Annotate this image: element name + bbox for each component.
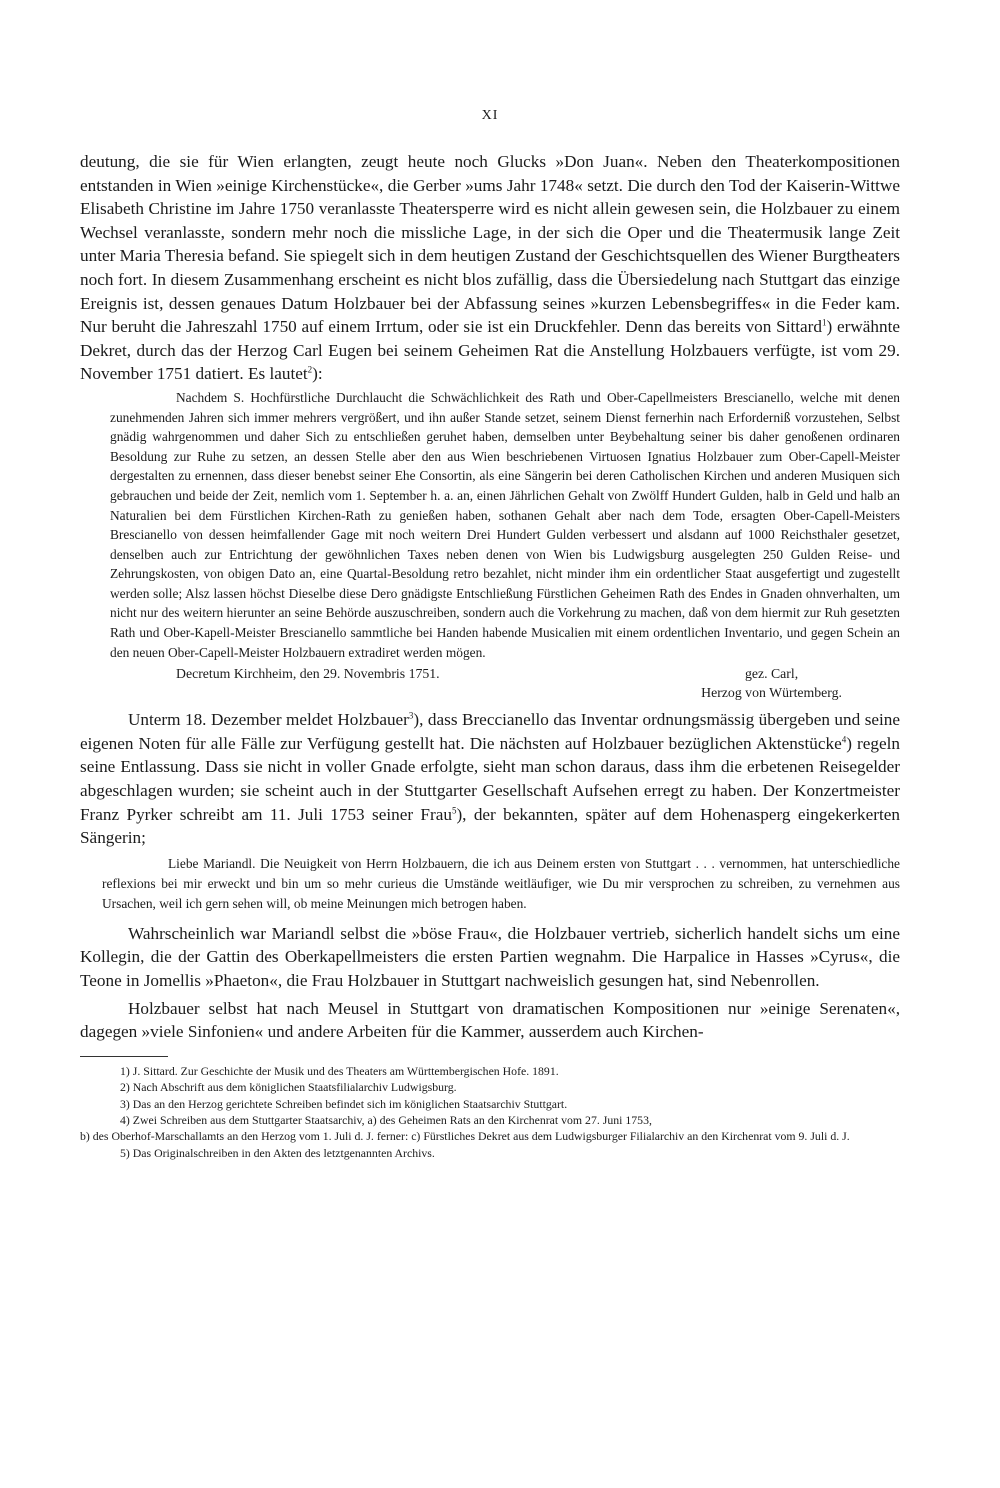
paragraph-1-text: deutung, die sie für Wien erlangten, zeugt heute noch Glucks »Don Juan«. Neben den Theaterkompositionen entstanden in Wien »einige Kirchenstücke«, die Gerber »ums Jahr 1748« setzt. Die durch den Tod der Kaiserin-Wittwe Elisabeth Christine im Jahre 1750 veranlasste Theatersperre wird es nicht allein gewesen sein, die Holzbauer zu einem Wechsel veranlasste, sondern mehr noch die missliche Lage, in der sich die Oper und die Theatermusik lange Zeit unter Maria Theresia befand. Sie spiegelt sich in dem heutigen Zustand der Geschichtsquellen des Wiener Burgtheaters noch fort. In diesem Zusammenhang erscheint es nicht blos zufällig, dass die Übersiedelung nach Stuttgart das einzige Ereignis ist, dessen genaues Datum Holzbauer bei der Abfassung seines »kurzen Lebensbegriffes« in die Feder kam. Nur beruht die Jahreszahl 1750 auf einem Irrtum, oder sie ist ein Druckfehler. Denn das bereits von Sittard: [80, 152, 900, 337]
paragraph-4: Holzbauer selbst hat nach Meusel in Stuttgart von dramatischen Kompositionen nur »einige Serenaten«, dagegen »viele Sinfonien« und andere Arbeiten für die Kammer, ausserdem auch Kirchen-: [80, 998, 900, 1042]
letter-quote: Liebe Mariandl. Die Neuigkeit von Herrn Holzbauern, die ich aus Deinem ersten von Stuttgart . . . vernommen, hat unterschiedliche reflexions bei mir erweckt und bin um so mehr curieus die Umstände weitläufiger, wie Du mir versprochen zu schreiben, zu vernehmen aus Ursachen, weil ich gern sehen will, ob meine Meinungen mich betrogen haben.: [102, 855, 900, 911]
paragraph-3: Wahrscheinlich war Mariandl selbst die »böse Frau«, die Holzbauer vertrieb, sicherlich handelt sichs um eine Kollegin, die der Gattin des Oberkapellmeisters die ersten Partien wegnahm. Die Harpalice in Hasses »Cyrus«, die Teone in Jomellis »Phaeton«, die Frau Holzbauer in Stuttgart nachweislich gesungen hat, sind Nebenrollen.: [80, 923, 900, 990]
paragraph-1-text-mid: ) erwähnte Dekret, durch das der Herzog Carl Eugen bei seinem Geheimen Rat die Anstellung Holzbauers verfügte, ist vom 29. November 1751 datiert. Es lautet: [80, 317, 900, 384]
footnote-ref-1: 1: [822, 317, 827, 328]
decree-signer-title: Herzog von Würtemberg.: [701, 685, 842, 701]
decree-signature: [80, 664, 900, 702]
paragraph-1: [80, 150, 900, 386]
footnote-3: 3) Das an den Herzog gerichtete Schreiben befindet sich im königlichen Staatsarchiv Stuttgart.: [120, 1096, 568, 1111]
footnote-divider: [80, 1056, 168, 1057]
footnote-ref-5: 5: [451, 804, 457, 815]
decree-place-date: Decretum Kirchheim, den 29. Novembris 1751.: [176, 666, 440, 682]
page-number: XI: [481, 108, 499, 123]
footnote-1: 1) J. Sittard. Zur Geschichte der Musik und des Theaters am Württembergischen Hofe. 1891.: [120, 1063, 559, 1078]
paragraph-2-text-end: ), der bekannten, später auf dem Hohenasperg eingekerkerten Sängerin;: [80, 804, 900, 848]
paragraph-1-text-end: ):: [312, 364, 323, 384]
document-page: [80, 108, 900, 1161]
footnote-ref-4: 4: [841, 734, 847, 745]
decree-signed: gez. Carl,: [744, 666, 799, 682]
paragraph-2: [80, 708, 900, 850]
footnote-4: 4) Zwei Schreiben aus dem Stuttgarter Staatsarchiv, a) des Geheimen Rats an den Kirchenrat vom 27. Juni 1753,: [120, 1113, 652, 1127]
footnote-2: 2) Nach Abschrift aus dem königlichen Staatsfilialarchiv Ludwigsburg.: [120, 1080, 457, 1095]
decree-signer: [701, 664, 842, 702]
paragraph-2-text-mid2: ) regeln seine Entlassung. Dass sie nicht in voller Gnade erfolgte, sieht man schon daraus, dass ihm die erbetenen Reisegelder abgeschlagen wurden; sie scheint auch in der Stuttgarter Gesellschaft Aufsehen erregt zu haben. Der Konzertmeister Franz Pyrker schreibt am 11. Juli 1753 seiner Frau: [80, 733, 900, 824]
footnotes: [80, 1063, 900, 1161]
paragraph-2-text-mid1: ), dass Breccianello das Inventar ordnungsmässig übergeben und seine eigenen Noten für alle Fälle zur Verfügung gestellt hat. Die nächsten auf Holzbauer bezüglichen Aktenstücke: [80, 710, 901, 753]
paragraph-2-text: Unterm 18. Dezember meldet Holzbauer: [128, 710, 409, 730]
footnote-ref-2: 2: [307, 364, 313, 375]
footnote-4-continued: b) des Oberhof-Marschallamts an den Herzog vom 1. Juli d. J. ferner: c) Fürstliches Dekret aus dem Ludwigsburger Filialarchiv an den Kirchenrat vom 9. Juli d. J.: [80, 1129, 850, 1144]
footnote-5: 5) Das Originalschreiben in den Akten des letztgenannten Archivs.: [120, 1145, 435, 1160]
decree-quote: Nachdem S. Hochfürstliche Durchlaucht die Schwächlichkeit des Rath und Ober-Capellmeisters Brescianello, welche mit denen zunehmenden Jahren sich immer mehrers vergrößert, und ihn außer Stande setzet, seinem Dienst fernerhin nach Erforderniß vorzustehen, Selbst gnädig wahrgenommen und daher Sich zu entschließen geruhet haben, demselben unter Beybehaltung seiner bis daher genoßenen ordinaren Besoldung zur Ruhe zu setzen, an dessen Stelle aber den aus Wien beschriebenen Virtuosen Ignatius Holzbauer zum Ober-Capell-Meister dergestalten zu ernennen, dass dieser benebst seiner Ehe Consortin, als eine Sängerin bei deren Catholischen Kirchen und anderen Musiquen sich gebrauchen und beide der Zeit, nemlich vom 1. September h. a. an, einen Jährlichen Gehalt von Zwölff Hundert Gulden, halb in Geld und halb an Naturalien bei dem Fürstlichen Kirchen-Rath zu genießen haben, sothanen Gehalt aber nach dem Tode, ersagten Ober-Capell-Meisters Brescianello von dessen heimfallender Gage mit noch weitern Drei Hundert Gulden verbessert und alsdann auf 1000 Reichsthaler gesetzet, denselben auch zur Entrichtung der gewöhnlichen Taxes neben denen von Wien bis Ludwigsburg ausgelegten 250 Gulden Reise- und Zehrungskosten, von obigen Dato an, eine Quartal-Besoldung retro bezahlet, nicht minder ihm ein ordentlicher Staat ausgefertigt und zugestellt werden solle; Alsz lassen höchst Dieselbe diese Dero gnädigste Entschließung Fürstlichen Geheimen Rath des Endes in Gnaden ohnverhalten, um nicht nur des weitern hierunter an seine Behörde auszuschreiben, sondern auch die Vorkehrung zu machen, daß von dem hiermit zur Ruh gesetzten Rath und Ober-Kapell-Meister Brescianello sammtliche bei Handen habende Musicalien mit einem ordentlichen Inventario, und gegen Schein an den neuen Ober-Capell-Meister Holzbauern extradiret werden mögen.: [110, 389, 900, 660]
footnote-ref-3: 3: [408, 710, 414, 721]
